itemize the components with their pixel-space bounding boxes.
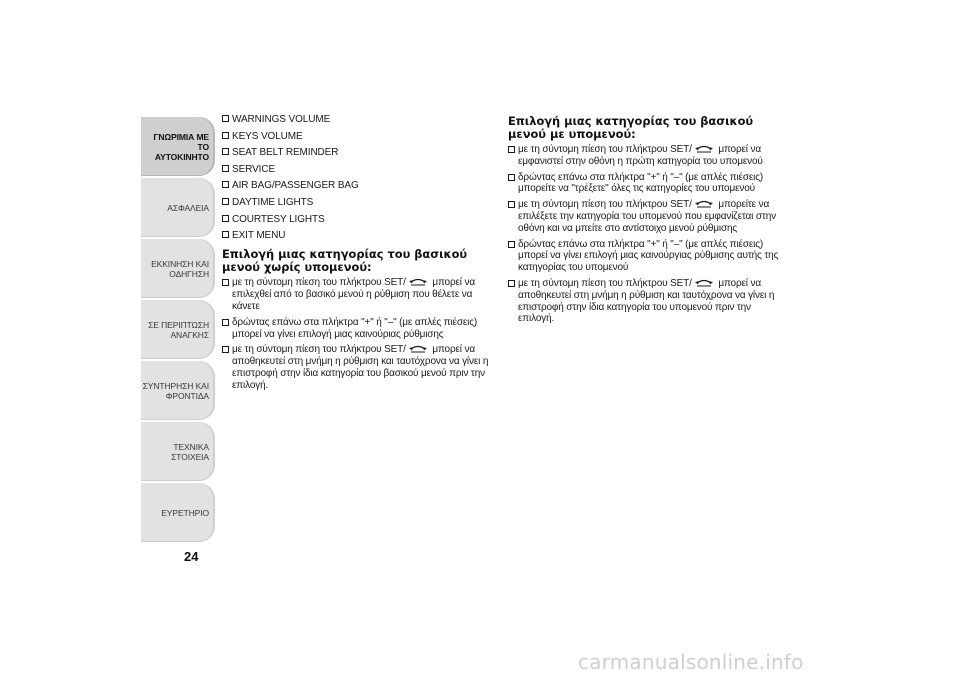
list-item: DAYTIME LIGHTS	[222, 197, 492, 209]
list-item: KEYS VOLUME	[222, 131, 492, 143]
list-item: COURTESY LIGHTS	[222, 214, 492, 226]
menu-options-list	[222, 114, 492, 242]
tab-label: ΕΥΡΕΤΗΡΙΟ	[161, 507, 209, 518]
list-item: δρώντας επάνω στα πλήκτρα "+" ή "–" (με απλές πιέσεις) μπορεί να γίνει επιλογή μιας καινούριας ρύθμισης	[222, 317, 492, 341]
checkbox-icon	[508, 201, 515, 208]
list-item: με τη σύντομη πίεση του πλήκτρου SET/ μπορεί να αποθηκευτεί στη μνήμη η ρύθμιση και ταυτόχρονα να γίνει η επιστροφή στην ίδια κατηγορία του βασικού μενού πριν την επιλογή.	[222, 344, 492, 391]
tab-starting-driving[interactable]	[141, 239, 215, 298]
left-column	[222, 114, 492, 396]
watermark: carmanualsonline.info	[578, 650, 804, 674]
tab-safety[interactable]	[141, 178, 215, 237]
set-key-icon	[694, 199, 714, 208]
chapter-tabs	[141, 117, 215, 544]
instruction-list	[222, 277, 492, 391]
checkbox-icon	[222, 231, 229, 238]
checkbox-icon	[508, 280, 515, 287]
list-item: με τη σύντομη πίεση του πλήκτρου SET/ μπορεί να επιλεχθεί από το βασικό μενού η ρύθμιση που θέλετε να κάνετε	[222, 277, 492, 312]
checkbox-icon	[508, 241, 515, 248]
section-heading: Επιλογή μιας κατηγορίας του βασικού μενού χωρίς υπομενού:	[222, 247, 468, 274]
tab-label: ΤΕΧΝΙΚΑ ΣΤΟΙΧΕΙΑ	[171, 441, 209, 462]
checkbox-icon	[222, 215, 229, 222]
set-key-icon	[408, 344, 428, 353]
tab-maintenance[interactable]	[141, 361, 215, 420]
list-item: SEAT BELT REMINDER	[222, 147, 492, 159]
list-item: AIR BAG/PASSENGER BAG	[222, 180, 492, 192]
checkbox-icon	[222, 279, 229, 286]
tab-label: ΣΥΝΤΗΡΗΣΗ ΚΑΙ ΦΡΟΝΤΙΔΑ	[142, 380, 209, 401]
list-item: δρώντας επάνω στα πλήκτρα "+" ή "–" (με απλές πιέσεις) μπορεί να γίνει επιλογή μιας καινούργιας ρύθμισης αυτής της κατηγορίας του υπομενού	[508, 239, 788, 274]
right-column	[508, 114, 788, 329]
list-item: δρώντας επάνω στα πλήκτρα "+" ή "–" (με απλές πιέσεις) μπορείτε να "τρέξετε" όλες τις κατηγορίες του υπομενού	[508, 172, 788, 196]
list-item: με τη σύντομη πίεση του πλήκτρου SET/ μπορεί να αποθηκευτεί στη μνήμη η ρύθμιση και ταυτόχρονα να γίνει η επιστροφή στην ίδια κατηγορία του υπομενού πριν την επιλογή.	[508, 278, 788, 325]
tab-label: ΑΣΦΑΛΕΙΑ	[167, 202, 209, 213]
checkbox-icon	[222, 165, 229, 172]
checkbox-icon	[222, 148, 229, 155]
checkbox-icon	[222, 198, 229, 205]
tab-getting-to-know[interactable]	[141, 117, 215, 176]
tab-technical-data[interactable]	[141, 422, 215, 481]
checkbox-icon	[508, 146, 515, 153]
list-item: WARNINGS VOLUME	[222, 114, 492, 126]
checkbox-icon	[222, 319, 229, 326]
set-key-icon	[694, 278, 714, 287]
set-key-icon	[694, 144, 714, 153]
section-heading: Επιλογή μιας κατηγορίας του βασικού μενού με υπομενού:	[508, 114, 754, 141]
checkbox-icon	[222, 346, 229, 353]
list-item: EXIT MENU	[222, 230, 492, 242]
page-number: 24	[184, 549, 199, 564]
tab-emergency[interactable]	[141, 300, 215, 359]
checkbox-icon	[222, 132, 229, 139]
checkbox-icon	[222, 181, 229, 188]
list-item: με τη σύντομη πίεση του πλήκτρου SET/ μπορεί να εμφανιστεί στην οθόνη η πρώτη κατηγορία του υπομενού	[508, 144, 788, 168]
instruction-list	[508, 144, 788, 325]
tab-label: ΓΝΩΡΙΜΙΑ ΜΕ ΤΟ ΑΥΤΟΚΙΝΗΤΟ	[153, 131, 209, 162]
set-key-icon	[408, 277, 428, 286]
list-item: με τη σύντομη πίεση του πλήκτρου SET/ μπορείτε να επιλέξετε την κατηγορία του υπομενού που εμφανίζεται στην οθόνη και να μπείτε στο αντίστοιχο μενού ρύθμισης	[508, 199, 788, 234]
checkbox-icon	[222, 115, 229, 122]
tab-label: ΣΕ ΠΕΡΙΠΤΩΣΗ ΑΝΑΓΚΗΣ	[148, 319, 209, 340]
tab-label: ΕΚΚΙΝΗΣΗ ΚΑΙ ΟΔΗΓΗΣΗ	[151, 258, 209, 279]
list-item: SERVICE	[222, 164, 492, 176]
checkbox-icon	[508, 174, 515, 181]
tab-index[interactable]	[141, 483, 215, 542]
